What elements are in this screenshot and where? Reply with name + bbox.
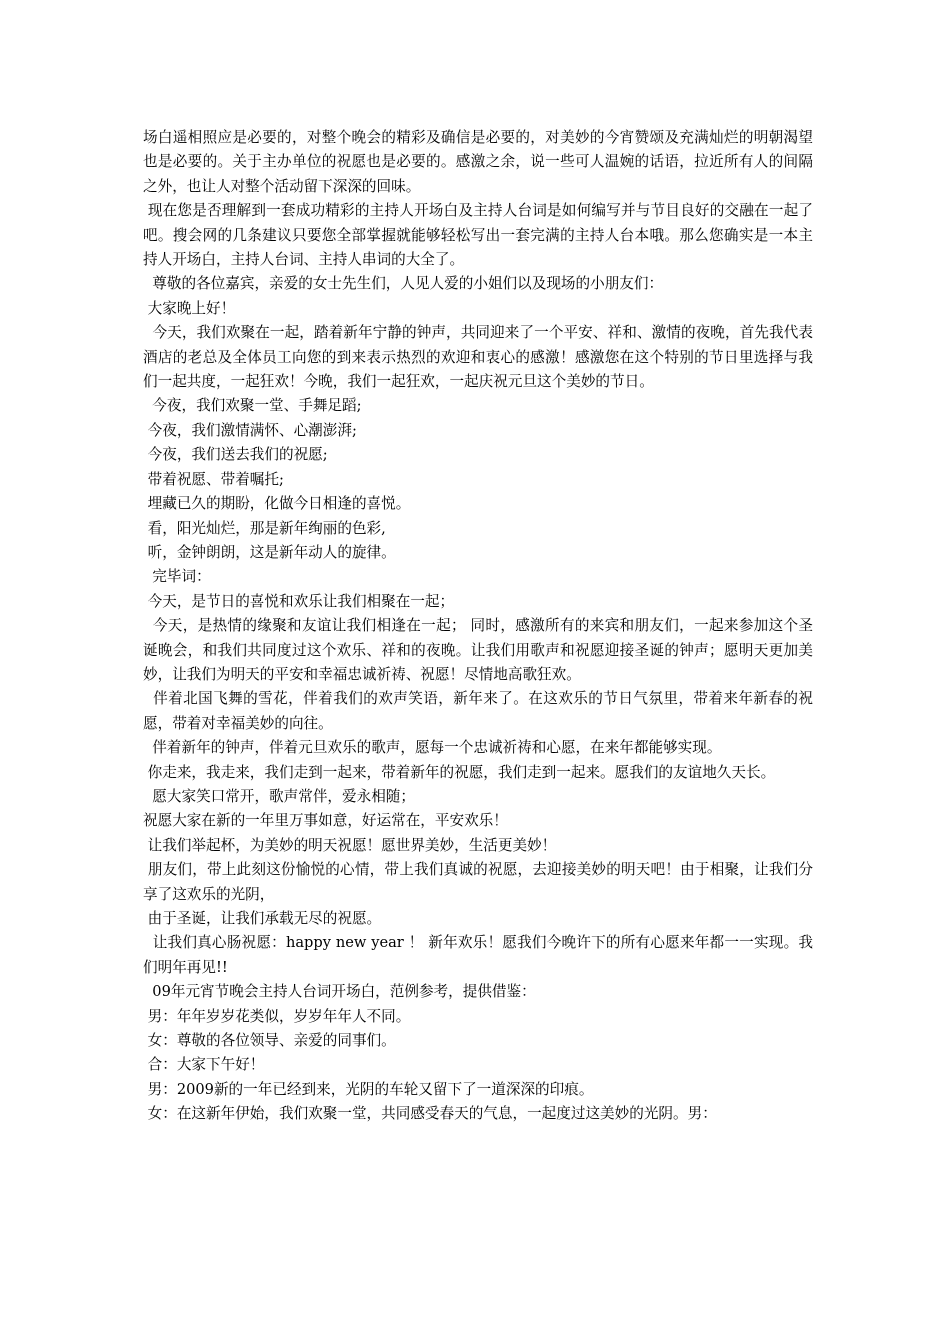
paragraph: 今夜，我们欢聚一堂、手舞足蹈; — [143, 397, 362, 415]
paragraph: 今天，是热情的缘聚和友谊让我们相逢在一起； 同时，感激所有的来宾和朋友们，一起来参加这个圣诞晚会，和我们共同度过这个欢乐、祥和的夜晚。让我们用歌声和祝愿迎接圣诞的钟声；愿明天更加美妙，让我们为明天的平安和幸福忠诚祈祷、祝愿！尽情地高歌狂欢。 — [143, 617, 813, 683]
paragraph: 场白遥相照应是必要的，对整个晚会的精彩及确信是必要的，对美妙的今宵赞颂及充满灿烂的明朝渴望也是必要的。关于主办单位的祝愿也是必要的。感激之余，说一些可人温婉的话语，拉近所有人的间隔之外，也让人对整个活动留下深深的回味。 — [143, 129, 813, 195]
paragraph: 今夜，我们激情满怀、心潮澎湃; — [143, 421, 357, 439]
paragraph: 让我们真心肠祝愿：happy new year ！ 新年欢乐！愿我们今晚许下的所有心愿来年都一一实现。我们明年再见!! — [143, 934, 813, 976]
paragraph: 带着祝愿、带着嘱托; — [143, 470, 284, 488]
paragraph: 今天，我们欢聚在一起，踏着新年宁静的钟声，共同迎来了一个平安、祥和、激情的夜晚，首先我代表酒店的老总及全体员工向您的到来表示热烈的欢迎和衷心的感激！感激您在这个特别的节日里选择与我们一起共度，一起狂欢！今晚，我们一起狂欢，一起庆祝元旦这个美妙的节日。 — [143, 324, 813, 391]
paragraph: 看，阳光灿烂，那是新年绚丽的色彩, — [143, 519, 386, 537]
paragraph: 伴着北国飞舞的雪花，伴着我们的欢声笑语，新年来了。在这欢乐的节日气氛里，带着来年新春的祝愿，带着对幸福美妙的向往。 — [143, 690, 813, 732]
paragraph: 听，金钟朗朗，这是新年动人的旋律。 — [143, 543, 396, 561]
paragraph: 你走来，我走来，我们走到一起来，带着新年的祝愿，我们走到一起来。愿我们的友谊地久天长。 — [143, 763, 776, 781]
paragraph: 愿大家笑口常开，歌声常伴，爱永相随； — [143, 787, 415, 805]
paragraph: 男：年年岁岁花类似，岁岁年年人不同。 — [143, 1007, 411, 1025]
paragraph: 由于圣诞，让我们承载无尽的祝愿。 — [143, 910, 382, 927]
paragraph: 伴着新年的钟声，伴着元旦欢乐的歌声，愿每一个忠诚祈祷和心愿，在来年都能够实现。 — [143, 739, 722, 757]
paragraph: 女：在这新年伊始，我们欢聚一堂，共同感受春天的气息，一起度过这美妙的光阴。男： — [143, 1105, 717, 1123]
document-body — [143, 126, 813, 1127]
paragraph: 今天，是节日的喜悦和欢乐让我们相聚在一起； — [143, 592, 455, 610]
paragraph: 09年元宵节晚会主持人台词开场白，范例参考，提供借鉴： — [143, 983, 536, 1001]
paragraph: 大家晚上好！ — [143, 299, 236, 317]
paragraph: 尊敬的各位嘉宾，亲爱的女士先生们，人见人爱的小姐们以及现场的小朋友们： — [143, 275, 664, 293]
paragraph: 现在您是否理解到一套成功精彩的主持人开场白及主持人台词是如何编写并与节目良好的交融在一起了吧。搜会网的几条建议只要您全部掌握就能够轻松写出一套完满的主持人台本哦。那么您确实是一本主持人开场白，主持人台词、主持人串词的大全了。 — [143, 202, 813, 269]
paragraph: 合：大家下午好！ — [143, 1056, 265, 1074]
paragraph: 祝愿大家在新的一年里万事如意，好运常在，平安欢乐！ — [143, 812, 508, 830]
paragraph: 今夜，我们送去我们的祝愿; — [143, 446, 328, 464]
paragraph: 让我们举起杯，为美妙的明天祝愿！愿世界美妙，生活更美妙！ — [143, 836, 557, 854]
paragraph: 男：2009新的一年已经到来，光阴的车轮又留下了一道深深的印痕。 — [143, 1080, 594, 1098]
paragraph: 完毕词： — [143, 568, 211, 586]
paragraph: 埋藏已久的期盼，化做今日相逢的喜悦。 — [143, 495, 411, 513]
paragraph: 朋友们，带上此刻这份愉悦的心情，带上我们真诚的祝愿，去迎接美妙的明天吧！由于相聚，让我们分享了这欢乐的光阴， — [143, 861, 813, 903]
paragraph: 女：尊敬的各位领导、亲爱的同事们。 — [143, 1032, 396, 1050]
